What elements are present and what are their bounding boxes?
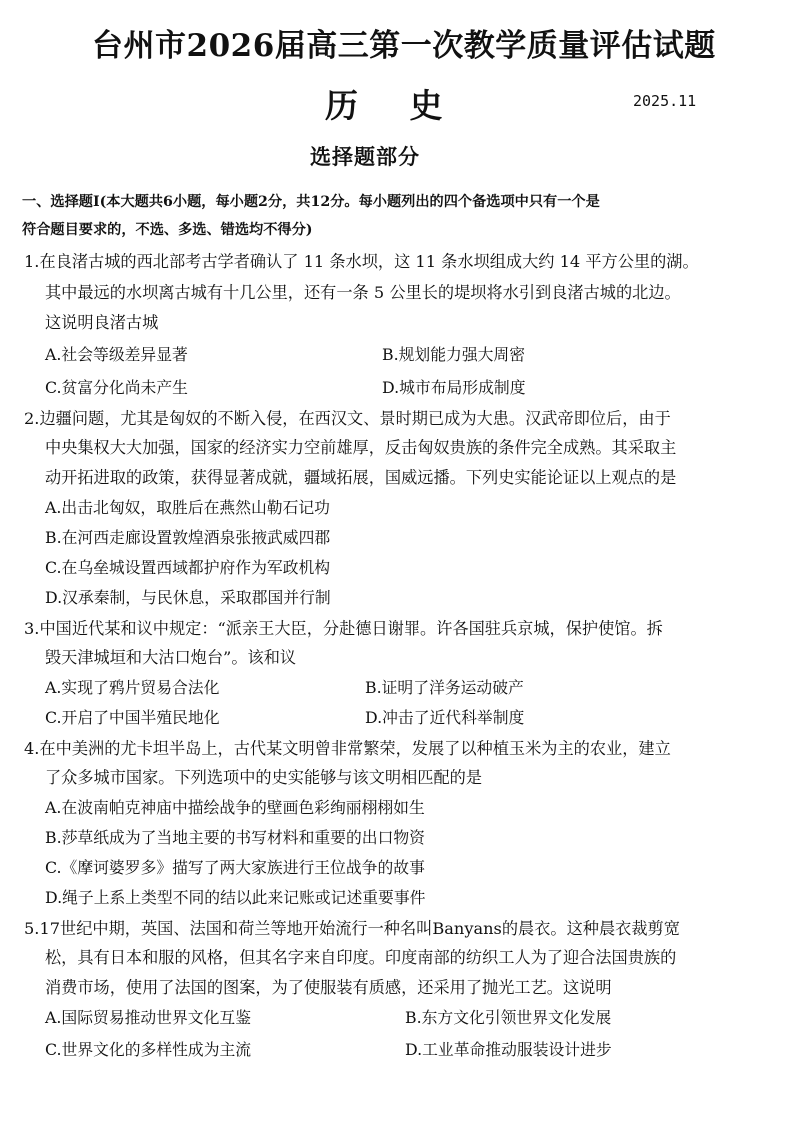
- instructions-line: 一、选择题Ⅰ(本大题共6小题，每小题2分，共12分。每小题列出的四个备选项中只有一个是: [22, 194, 600, 210]
- option-a[interactable]: A.国际贸易推动世界文化互鉴: [45, 1008, 251, 1027]
- question-stem-line: 中央集权大大加强，国家的经济实力空前雄厚，反击匈奴贵族的条件完全成熟。其采取主: [45, 438, 677, 457]
- question-stem-line: 3.中国近代某和议中规定：“派亲王大臣，分赴德日谢罪。许各国驻兵京城，保护使馆。拆: [24, 619, 663, 638]
- option-b[interactable]: B.在河西走廊设置敦煌酒泉张掖武威四郡: [45, 528, 331, 547]
- question-stem-line: 消费市场，使用了法国的图案，为了使服装有质感，还采用了抛光工艺。这说明: [45, 978, 612, 997]
- option-b[interactable]: B.莎草纸成为了当地主要的书写材料和重要的出口物资: [45, 828, 425, 847]
- question-stem-line: 这说明良渚古城: [45, 313, 159, 332]
- option-d[interactable]: D.汉承秦制，与民休息，采取郡国并行制: [45, 588, 331, 607]
- question-stem-line: 2.边疆问题，尤其是匈奴的不断入侵，在西汉文、景时期已成为大患。汉武帝即位后，由于: [24, 409, 671, 428]
- instructions-line: 符合题目要求的，不选、多选、错选均不得分): [22, 222, 313, 238]
- option-c[interactable]: C.世界文化的多样性成为主流: [45, 1040, 252, 1059]
- section-title: 选择题部分: [310, 144, 420, 169]
- section-instructions: [22, 188, 722, 244]
- option-c[interactable]: C.在乌垒城设置西域都护府作为军政机构: [45, 558, 331, 577]
- subject-title: 历 史: [325, 86, 463, 125]
- question-stem-line: 了众多城市国家。下列选项中的史实能够与该文明相匹配的是: [45, 768, 483, 787]
- option-b[interactable]: B.东方文化引领世界文化发展: [405, 1008, 612, 1027]
- option-d[interactable]: D.绳子上系上类型不同的结以此来记账或记述重要事件: [45, 888, 426, 907]
- exam-date: 2025.11: [633, 92, 697, 110]
- option-b[interactable]: B.规划能力强大周密: [382, 345, 526, 364]
- question-stem-line: 动开拓进取的政策，获得显著成就，疆域拓展，国威远播。下列史实能论证以上观点的是: [45, 468, 677, 487]
- question-stem-line: 毁天津城垣和大沽口炮台”。该和议: [45, 648, 297, 667]
- option-c[interactable]: C.《摩诃婆罗多》描写了两大家族进行王位战争的故事: [45, 858, 425, 877]
- question-stem-line: 1.在良渚古城的西北部考古学者确认了 11 条水坝，这 11 条水坝组成大约 14 平方公里的湖。: [24, 252, 699, 271]
- option-d[interactable]: D.工业革命推动服装设计进步: [405, 1040, 612, 1059]
- option-a[interactable]: A.社会等级差异显著: [45, 345, 188, 364]
- option-d[interactable]: D.城市布局形成制度: [382, 378, 526, 397]
- option-a[interactable]: A.出击北匈奴，取胜后在燕然山勒石记功: [45, 498, 330, 517]
- question-stem-line: 其中最远的水坝离古城有十几公里，还有一条 5 公里长的堤坝将水引到良渚古城的北边。: [45, 283, 681, 302]
- question-stem-line: 松，具有日本和服的风格，但其名字来自印度。印度南部的纺织工人为了迎合法国贵族的: [45, 948, 677, 967]
- option-a[interactable]: A.在波南帕克神庙中描绘战争的壁画色彩绚丽栩栩如生: [45, 798, 425, 817]
- option-c[interactable]: C.贫富分化尚未产生: [45, 378, 188, 397]
- question-stem-line: 4.在中美洲的尤卡坦半岛上，古代某文明曾非常繁荣，发展了以种植玉米为主的农业，建立: [24, 739, 671, 758]
- option-c[interactable]: C.开启了中国半殖民地化: [45, 708, 220, 727]
- exam-title: 台州市2026届高三第一次教学质量评估试题: [92, 28, 716, 64]
- option-d[interactable]: D.冲击了近代科举制度: [365, 708, 525, 727]
- option-b[interactable]: B.证明了洋务运动破产: [365, 678, 524, 697]
- question-stem-line: 5.17世纪中期，英国、法国和荷兰等地开始流行一种名叫Banyans的晨衣。这种晨衣裁剪宽: [24, 919, 680, 938]
- option-a[interactable]: A.实现了鸦片贸易合法化: [45, 678, 220, 697]
